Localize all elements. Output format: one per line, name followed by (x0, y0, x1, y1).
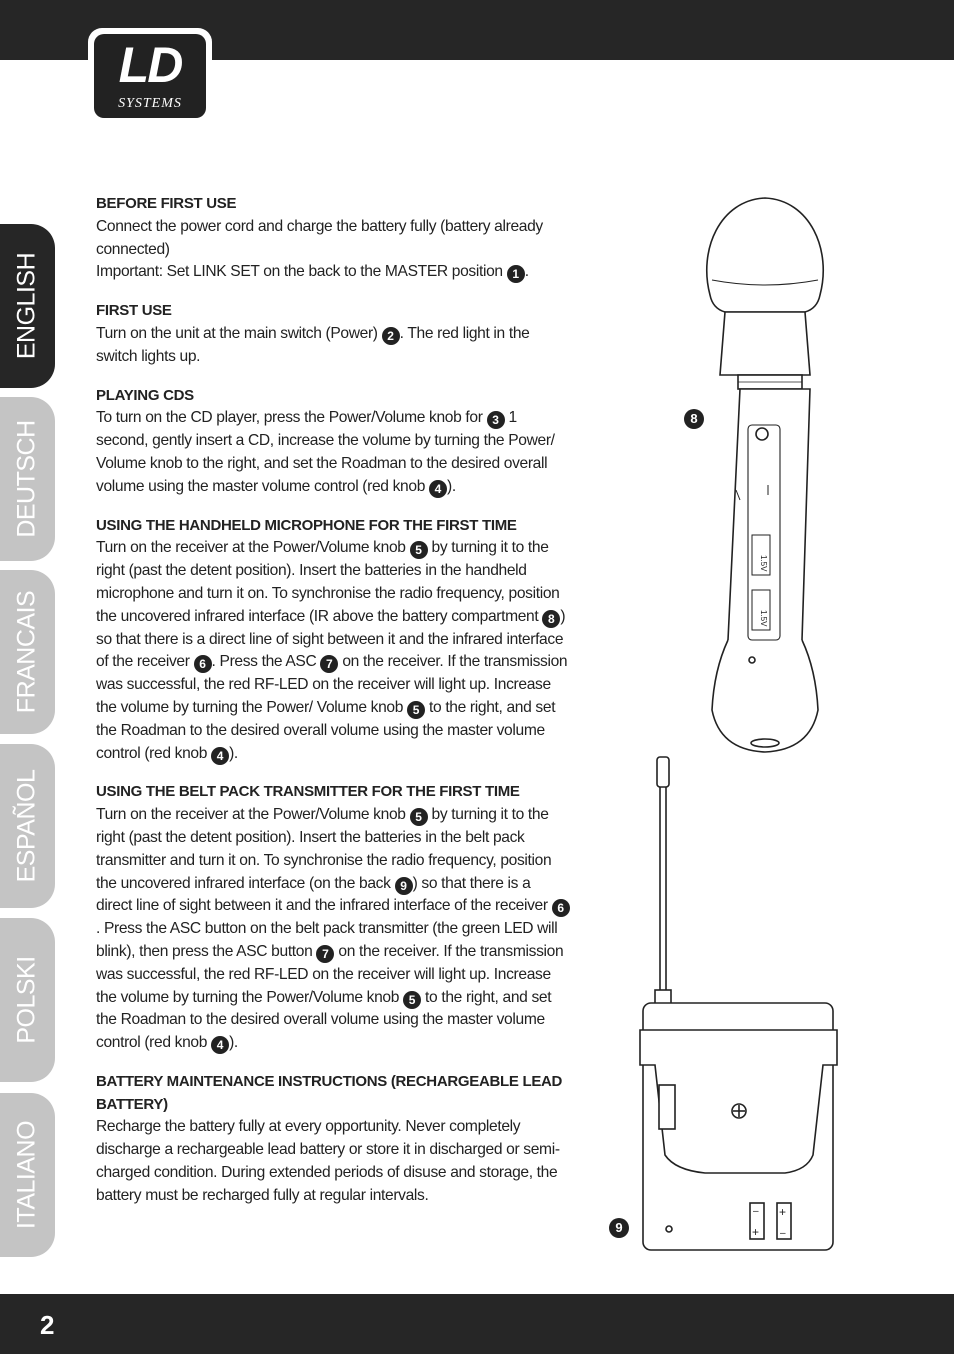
number-badge: 5 (403, 991, 421, 1009)
text: on the receiver. If the transmission was successful, the red RF-LED on the receiver will light up. Increase the volume by turning the Power/Volume knob (96, 942, 564, 1006)
text: ) so that there is a direct line of sight between it and the infrared interface of the receiver (96, 607, 566, 671)
battery-plus: + (752, 1225, 760, 1239)
text: to the right, and set the Roadman to the desired overall volume using the master volume control (red knob (96, 698, 556, 762)
logo-background (94, 34, 206, 118)
page-number: 2 (40, 1310, 55, 1340)
number-badge: 7 (320, 655, 338, 673)
number-badge: 1 (507, 265, 525, 283)
battery-minus: – (753, 1206, 759, 1217)
text: . Press the ASC (211, 653, 317, 671)
tab-label: FRANCAIS (12, 590, 41, 714)
battery-label: 1.5V (759, 555, 768, 572)
text: by turning it to the right (past the detent position). Insert the batteries in the belt pack transmitter and turn it on. To synchronise the radio frequency, position the uncovered infrared interface (on the back (96, 806, 552, 892)
battery-minus: – (780, 1228, 786, 1239)
tab-francais[interactable] (0, 570, 55, 734)
tab-label: ENGLISH (12, 252, 41, 360)
paragraph-battery (96, 1116, 570, 1207)
logo-text: LD (118, 37, 182, 93)
heading-first-use: FIRST USE (96, 302, 172, 320)
logo-subtext: SYSTEMS (118, 96, 182, 111)
text: on the receiver. If the transmission was successful, the red RF-LED on the receiver will light up. Increase the volume by turning the Power/ Volume knob (96, 653, 568, 716)
number-badge: 4 (211, 747, 229, 765)
heading-before-first-use: BEFORE FIRST USE (96, 195, 237, 212)
text: . (524, 263, 529, 281)
tab-label: DEUTSCH (12, 420, 41, 538)
ld-systems-logo (88, 28, 212, 124)
paragraph-beltpack (96, 804, 570, 1055)
paragraph-first-use (96, 323, 570, 369)
number-badge: 7 (316, 945, 334, 963)
number-badge: 6 (194, 655, 212, 673)
text: Connect the power cord and charge the battery fully (battery already connected) (96, 217, 543, 258)
tab-label: ITALIANO (12, 1120, 41, 1230)
paragraph-playing-cds (96, 407, 570, 498)
text: Important: Set LINK SET on the back to the MASTER position (96, 263, 503, 281)
tab-espanol[interactable] (0, 744, 55, 908)
battery-plus: + (779, 1205, 787, 1219)
text: ). (229, 1034, 238, 1052)
callout-8: 8 (684, 409, 704, 429)
beltpack-transmitter-illustration (635, 755, 840, 1255)
number-badge: 6 (552, 899, 570, 917)
bottom-bar (0, 1294, 954, 1354)
number-badge: 5 (410, 541, 428, 559)
text: Turn on the receiver at the Power/Volume knob (96, 806, 406, 824)
number-badge: 4 (211, 1036, 229, 1054)
handheld-microphone-illustration (690, 190, 840, 760)
callout-9: 9 (609, 1218, 629, 1238)
text: To turn on the CD player, press the Power/Volume knob for (96, 409, 483, 427)
text: to the right, and set the Roadman to the desired overall volume using the master volume control (red knob (96, 988, 552, 1052)
tab-english[interactable] (0, 224, 55, 388)
manual-content (96, 193, 570, 1224)
text: ). (229, 744, 238, 762)
paragraph-before-first-use (96, 216, 570, 284)
tab-label: ESPAÑOL (12, 769, 41, 883)
text: Turn on the unit at the main switch (Power) (96, 324, 378, 342)
heading-beltpack: USING THE BELT PACK TRANSMITTER FOR THE FIRST TIME (96, 783, 520, 801)
text: . The red light in the switch lights up. (96, 324, 530, 365)
battery-label: 1.5V (759, 610, 768, 627)
tab-label: POLSKI (12, 956, 41, 1044)
text: 1 second, gently insert a CD, increase the volume by turning the Power/ Volume knob to the right, and set the Roadman to the desired overall volume using the master volume control (red knob (96, 409, 555, 495)
number-badge: 5 (410, 808, 428, 826)
tab-deutsch[interactable] (0, 397, 55, 561)
text: Turn on the receiver at the Power/Volume knob (96, 539, 406, 557)
number-badge: 4 (429, 480, 447, 498)
number-badge: 5 (407, 701, 425, 719)
text: ). (447, 477, 456, 495)
number-badge: 8 (542, 610, 560, 628)
text: Recharge the battery fully at every opportunity. Never completely discharge a rechargeable lead battery or store it in discharged or semi-charged condition. During extended periods of disuse and storage, the battery must be recharged fully at regular intervals. (96, 1118, 560, 1204)
tab-italiano[interactable] (0, 1093, 55, 1257)
number-badge: 9 (395, 877, 413, 895)
paragraph-handheld (96, 537, 570, 765)
text: ) so that there is a direct line of sight between it and the infrared interface of the receiver (96, 874, 548, 915)
heading-playing-cds: PLAYING CDS (96, 386, 194, 404)
number-badge: 3 (487, 411, 505, 429)
text: . Press the ASC button on the belt pack transmitter (the green LED will blink), then press the ASC button (96, 920, 558, 960)
tab-polski[interactable] (0, 918, 55, 1082)
heading-battery: BATTERY MAINTENANCE INSTRUCTIONS (RECHARGEABLE LEAD BATTERY) (96, 1072, 563, 1113)
heading-handheld: USING THE HANDHELD MICROPHONE FOR THE FIRST TIME (96, 516, 517, 534)
number-badge: 2 (382, 327, 400, 345)
text: by turning it to the right (past the detent position). Insert the batteries in the handheld microphone and turn it on. To synchronise the radio frequency, position the uncovered infrared interface (IR above the battery compartment (96, 539, 560, 625)
